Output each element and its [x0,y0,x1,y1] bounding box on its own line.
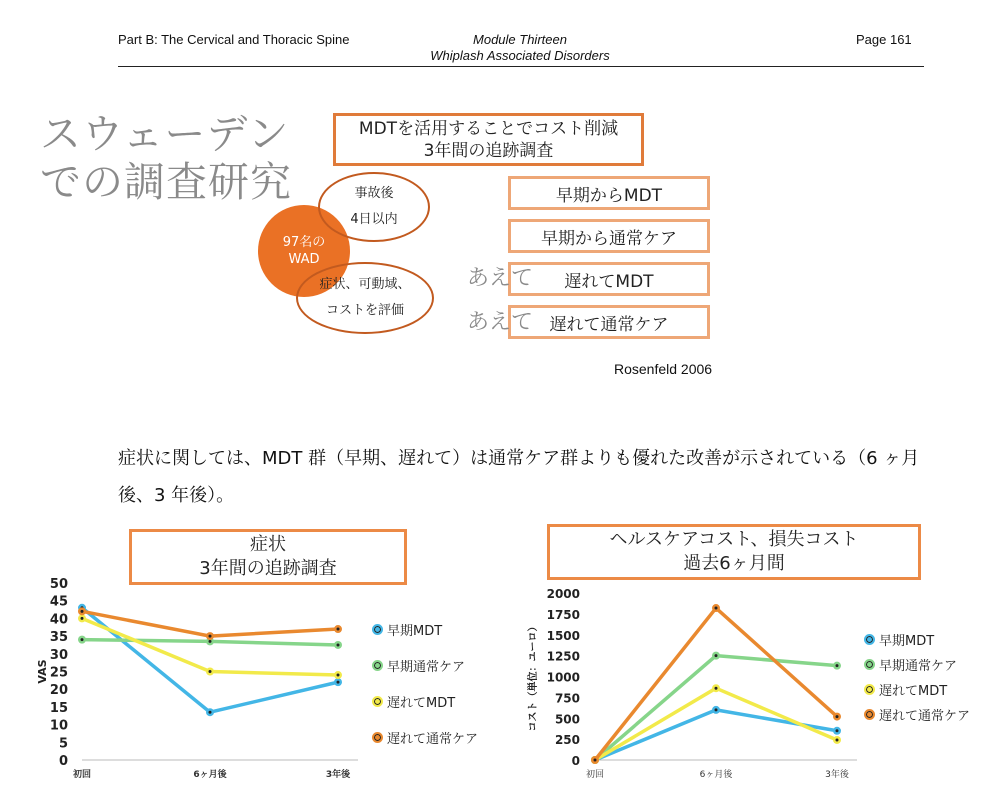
legend-swatch [864,634,875,645]
symptoms-chart [0,570,370,800]
study-summary-box [333,113,644,166]
y-tick-label: 0 [58,754,68,769]
legend-item [864,705,970,724]
legend-label: 遅れてMDT [387,696,456,711]
study-summary-line2: 3年間の追跡調査 [423,140,554,161]
patients-count: 97名の [282,235,326,250]
page-number: Page 161 [856,32,912,47]
data-point-center [81,610,84,613]
data-point-center [337,628,340,631]
header-module: Module Thirteen [473,32,567,47]
x-tick-label: 6ヶ月後 [193,770,227,780]
data-point-center [209,635,212,638]
body-paragraph: 症状に関しては、MDT 群（早期、遅れて）は通常ケア群よりも優れた改善が示されている（6 ヶ月後、3 年後）。 [118,448,920,506]
header-topic: Whiplash Associated Disorders [430,48,610,63]
data-point-center [209,640,212,643]
data-point-center [337,674,340,677]
legend-label: 早期通常ケア [879,659,958,674]
data-point-center [81,617,84,620]
y-tick-label: 1250 [546,649,580,664]
study-summary-line1: MDTを活用することでコスト削減 [358,118,619,139]
legend-label: 遅れて通常ケア [879,709,971,724]
cost-chart [520,580,865,800]
legend-item [864,680,947,699]
legend-item [864,655,957,674]
y-tick-label: 750 [554,691,580,706]
y-tick-label: 45 [49,594,68,610]
timing-line2: 4日以内 [350,212,398,227]
y-tick-label: 1000 [546,670,580,685]
data-point-center [337,643,340,646]
y-tick-label: 0 [571,754,580,768]
slide-title-line2: での調査研究 [40,158,292,206]
header-left: Part B: The Cervical and Thoracic Spine [118,32,350,47]
y-tick-label: 5 [58,736,68,752]
legend-item [372,692,455,711]
legend-swatch [372,732,383,743]
slide-title-line1: スウェーデン [40,110,290,158]
x-tick-label: 3年後 [325,770,351,780]
chart2-title [547,524,921,580]
aete-label-1: あえて [467,266,534,291]
data-point-center [81,638,84,641]
y-axis-label: コスト（単位：ユーロ） [528,621,539,732]
data-point-center [715,654,718,657]
data-point-center [715,607,718,610]
y-tick-label: 1500 [546,628,580,643]
x-tick-label: 初回 [585,770,605,780]
data-point-center [209,711,212,714]
x-tick-label: 初回 [72,770,92,780]
data-point-center [209,670,212,673]
chart2-title-line1: ヘルスケアコスト、損失コスト [609,529,859,550]
chart1-title-line1: 症状 [250,534,286,555]
series-line [595,710,837,760]
legend-item [372,656,465,675]
legend-label: 遅れてMDT [879,684,948,699]
y-tick-label: 15 [49,700,68,716]
timing-line1: 事故後 [354,186,394,201]
legend-swatch [372,624,383,635]
series-line [595,688,837,760]
y-tick-label: 1750 [546,607,580,622]
y-axis-label: VAS [36,659,49,684]
legend-swatch [372,696,383,707]
evaluation-ellipse [296,262,434,334]
y-tick-label: 30 [49,647,68,663]
y-tick-label: 250 [554,733,580,748]
data-point-center [836,715,839,718]
legend-item [864,630,934,649]
legend-item [372,620,442,639]
arm-early-mdt: 早期からMDT [508,176,710,210]
y-tick-label: 500 [554,712,580,727]
header-rule [118,66,924,67]
data-point-center [594,759,597,762]
data-point-center [337,681,340,684]
data-point-center [836,664,839,667]
series-line [82,608,338,712]
x-tick-label: 6ヶ月後 [699,770,733,780]
chart2-title-line2: 過去6ヶ月間 [683,553,785,574]
slide-title [40,110,292,206]
timing-ellipse [318,172,430,242]
patients-condition: WAD [288,252,320,267]
y-tick-label: 10 [49,718,68,734]
aete-label-2: あえて [467,310,534,335]
y-tick-label: 35 [49,630,68,646]
legend-item [372,728,478,747]
arm-late-mdt: 遅れてMDT [508,262,710,296]
header-center [410,32,630,64]
y-tick-label: 25 [49,665,68,681]
arm-late-usual: 遅れて通常ケア [508,305,710,339]
cost-legend [864,630,998,730]
y-tick-label: 20 [49,683,68,699]
chart1-title-line2: 3年間の追跡調査 [199,558,337,579]
data-point-center [836,738,839,741]
series-line [82,618,338,675]
y-tick-label: 40 [49,612,68,628]
legend-label: 早期MDT [879,634,935,649]
legend-swatch [372,660,383,671]
legend-swatch [864,709,875,720]
data-point-center [715,687,718,690]
y-tick-label: 2000 [546,587,580,601]
legend-swatch [864,659,875,670]
data-point-center [836,729,839,732]
legend-label: 早期通常ケア [387,660,466,675]
evaluation-line2: コストを評価 [325,303,404,318]
arm-early-usual: 早期から通常ケア [508,219,710,253]
legend-label: 早期MDT [387,624,443,639]
y-tick-label: 50 [49,577,68,592]
symptoms-legend [372,620,512,750]
citation: Rosenfeld 2006 [614,361,713,377]
data-point-center [715,708,718,711]
legend-swatch [864,684,875,695]
legend-label: 遅れて通常ケア [387,732,479,747]
x-tick-label: 3年後 [825,770,849,780]
evaluation-line1: 症状、可動域、 [319,277,411,292]
